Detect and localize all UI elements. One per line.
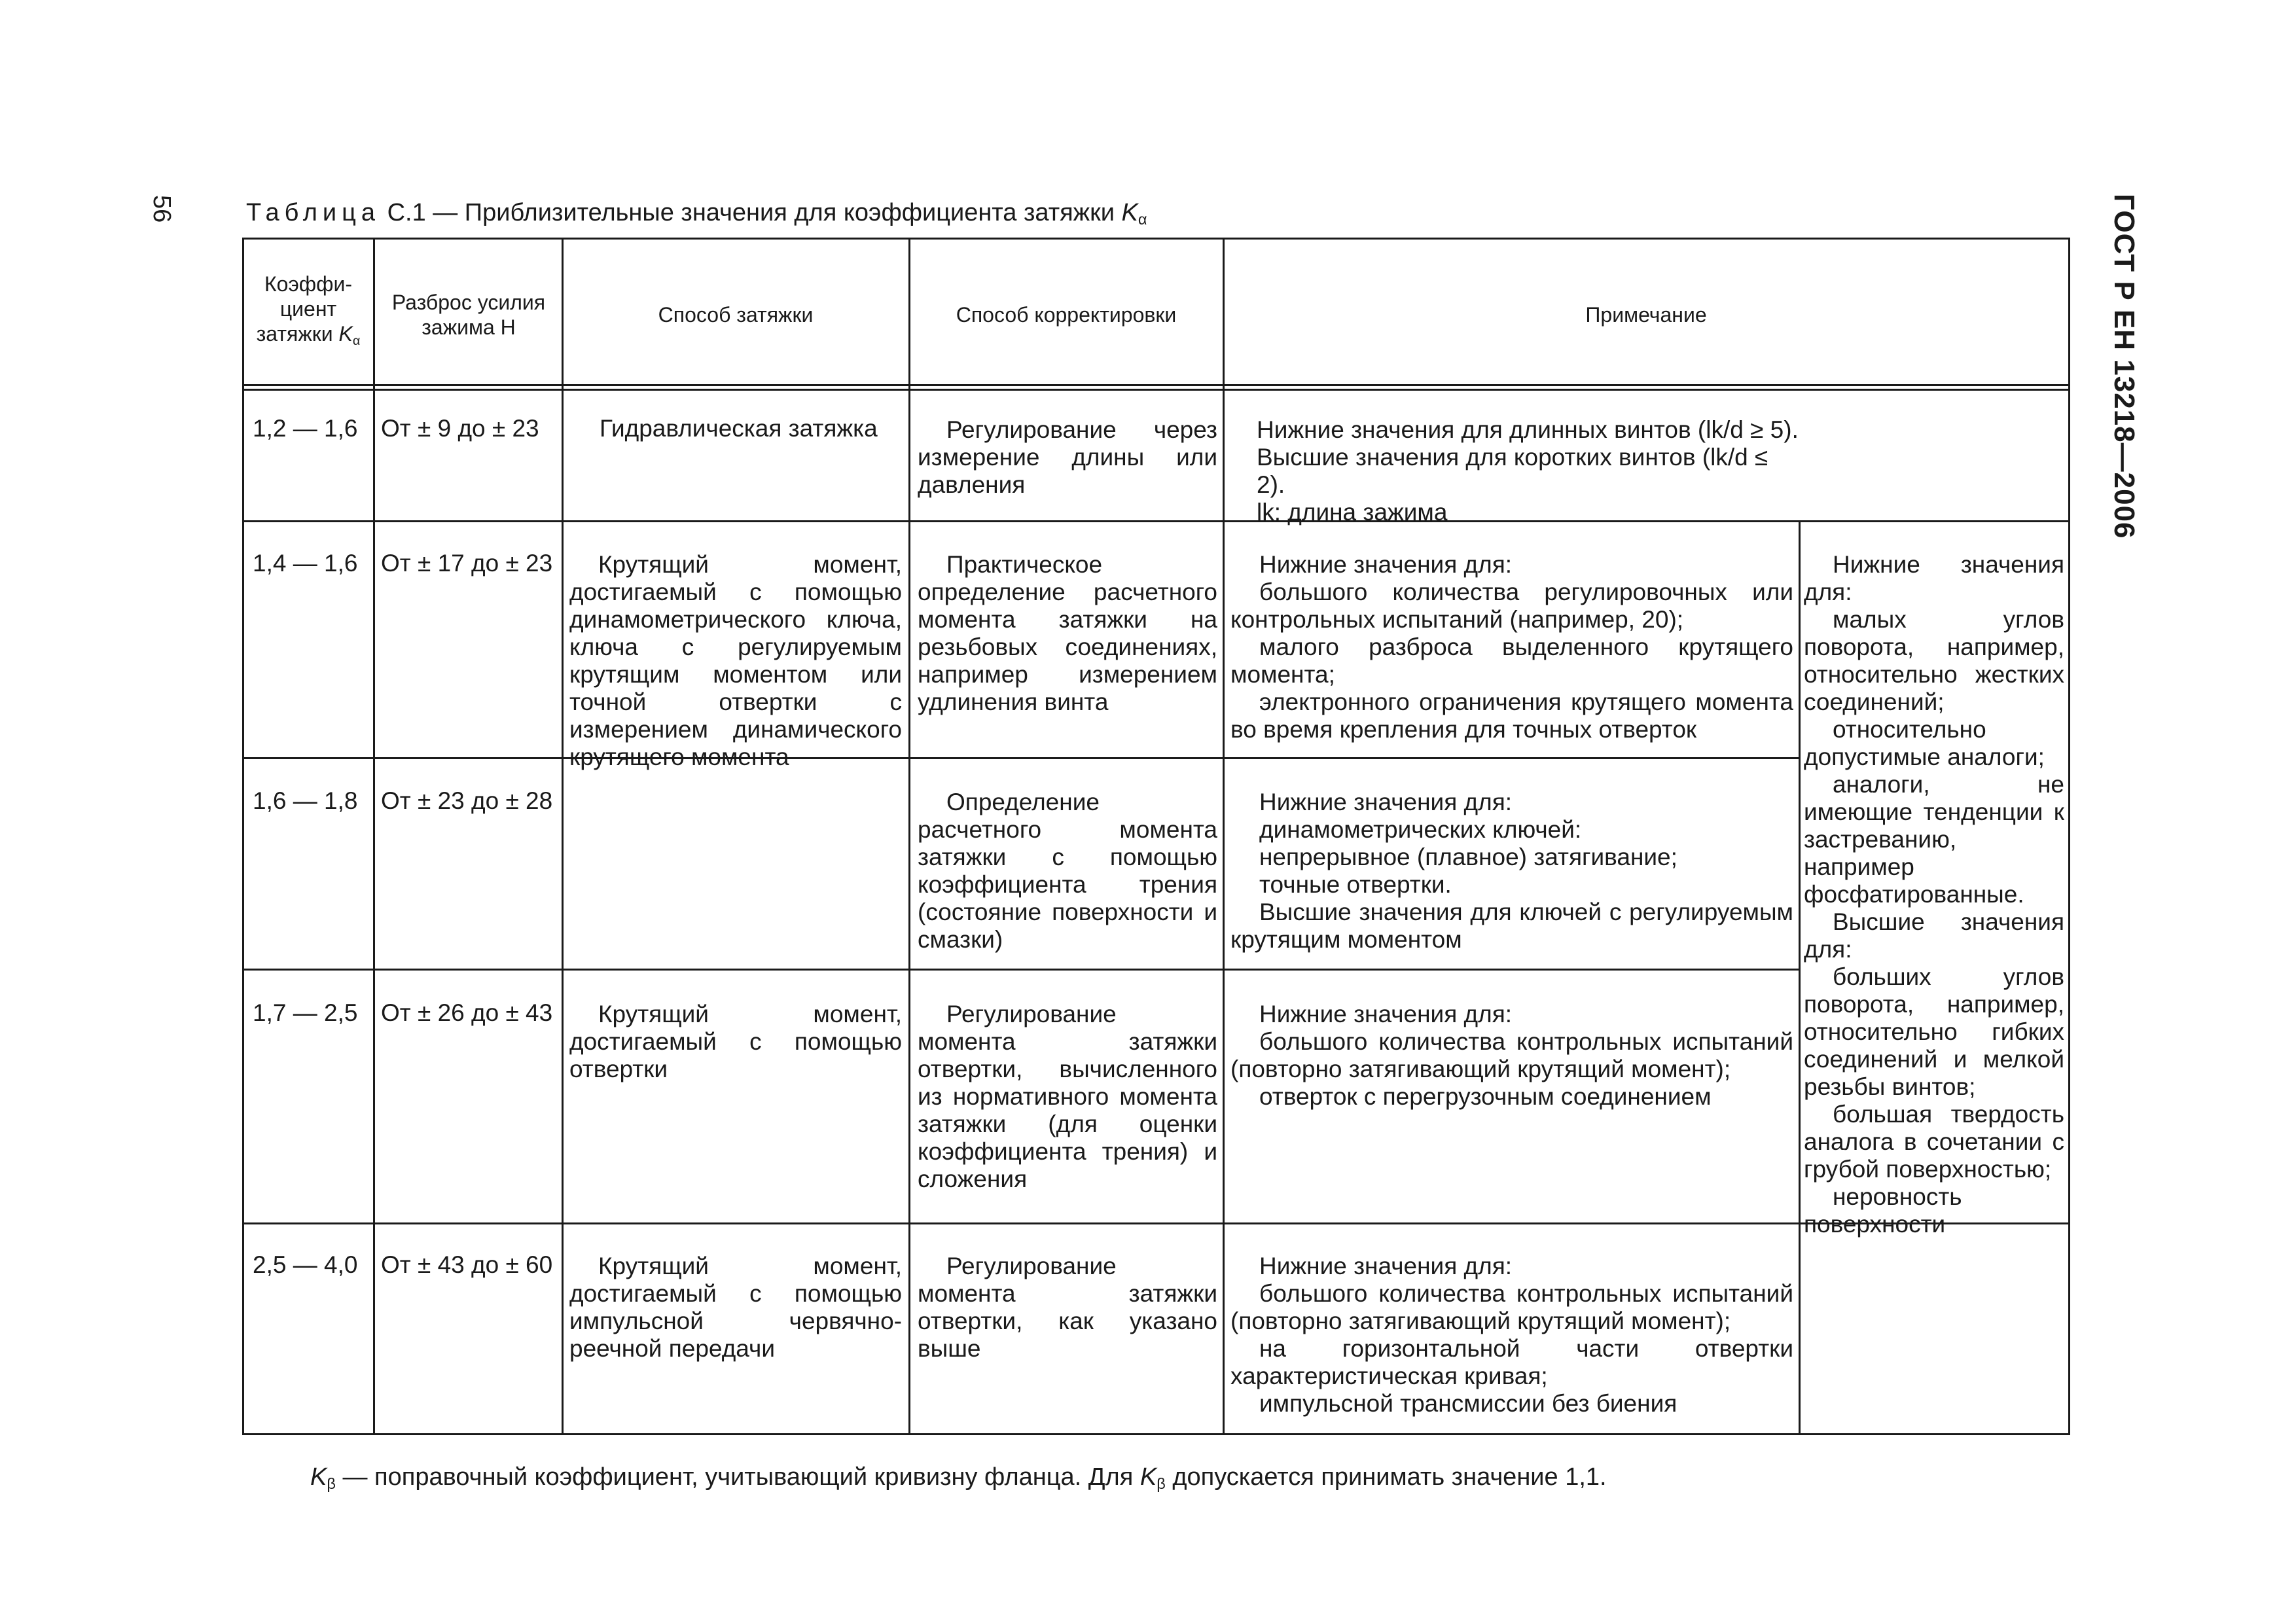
row2-note bbox=[1230, 551, 1793, 743]
row2-spread: От ± 17 до ± 23 bbox=[381, 550, 553, 577]
note-line: непрерывное (плавное) затягивание; bbox=[1259, 844, 1677, 870]
row5-spread: От ± 43 до ± 60 bbox=[381, 1251, 553, 1278]
row3-spread: От ± 23 до ± 28 bbox=[381, 787, 553, 814]
grid-line bbox=[242, 384, 2070, 386]
caption-symbol-sub: α bbox=[1138, 211, 1147, 228]
footnote-symbol-2-sub: β bbox=[1157, 1475, 1166, 1492]
caption-symbol: K bbox=[1121, 199, 1138, 226]
row5-correction: Регулирование момента затяжки отвертки, как указано выше bbox=[918, 1253, 1217, 1362]
row3-coef: 1,6 — 1,8 bbox=[253, 787, 358, 814]
side-note-line: Нижние значения для: bbox=[1804, 551, 2064, 605]
side-note-line: относительно допустимые аналоги; bbox=[1804, 716, 2045, 770]
note-line: Нижние значения для: bbox=[1259, 1001, 1513, 1027]
footnote-symbol: K bbox=[310, 1463, 327, 1491]
row4-spread: От ± 26 до ± 43 bbox=[381, 999, 553, 1026]
header-coef-line: Коэффи- bbox=[264, 272, 352, 296]
grid-line bbox=[2068, 238, 2070, 1435]
note-line: отверток с перегрузочным соединением bbox=[1259, 1083, 1712, 1110]
note-line: динамометрических ключей: bbox=[1259, 816, 1582, 843]
header-coef-line: затяжки bbox=[256, 322, 333, 346]
grid-line bbox=[242, 238, 2070, 240]
header-coefficient bbox=[246, 272, 370, 353]
row4-method: Крутящий момент, достигаемый с помощью отвертки bbox=[569, 1001, 902, 1082]
row1-method: Гидравлическая затяжка bbox=[600, 415, 878, 442]
row4-coef: 1,7 — 2,5 bbox=[253, 999, 358, 1026]
grid-line bbox=[373, 238, 375, 1435]
row5-coef: 2,5 — 4,0 bbox=[253, 1251, 358, 1278]
header-spread bbox=[377, 290, 560, 340]
side-note bbox=[1804, 551, 2064, 1238]
header-correction: Способ корректировки bbox=[956, 303, 1177, 327]
side-note-line: малых углов поворота, например, относительно жестких соединений; bbox=[1804, 606, 2064, 715]
note-line: малого разброса выделенного крутящего момента; bbox=[1230, 633, 1793, 688]
header-coef-sub: α bbox=[352, 334, 361, 348]
row2-coef: 1,4 — 1,6 bbox=[253, 550, 358, 577]
grid-line bbox=[1799, 520, 1801, 1435]
side-note-line: больших углов поворота, например, относительно гибких соединений и мелкой резьбы винтов; bbox=[1804, 963, 2064, 1100]
footnote-symbol-sub: β bbox=[327, 1475, 336, 1492]
header-spread-line: зажима Н bbox=[422, 315, 516, 339]
footnote-text: — поправочный коэффициент, учитывающий кривизну фланца. Для bbox=[342, 1463, 1134, 1491]
grid-line bbox=[242, 1222, 2070, 1224]
row1-correction: Регулирование через измерение длины или давления bbox=[918, 416, 1217, 498]
row3-correction: Определение расчетного момента затяжки с помощью коэффициента трения (состояние поверхности и смазки) bbox=[918, 789, 1217, 953]
row1-coef: 1,2 — 1,6 bbox=[253, 415, 358, 442]
grid-line bbox=[242, 969, 1801, 971]
grid-line bbox=[1223, 238, 1225, 1435]
note-line: электронного ограничения крутящего момента во время крепления для точных отверток bbox=[1230, 688, 1793, 743]
note-line: на горизонтальной части отвертки характеристическая кривая; bbox=[1230, 1335, 1793, 1389]
note-line: Высшие значения для ключей с регулируемым крутящим моментом bbox=[1230, 899, 1793, 953]
header-method: Способ затяжки bbox=[658, 303, 814, 327]
header-note: Примечание bbox=[1585, 303, 1707, 327]
row5-note bbox=[1230, 1253, 1793, 1418]
side-note-line: аналоги, не имеющие тенденции к застреванию, например фосфатированные. bbox=[1804, 771, 2064, 908]
header-coef-symbol: K bbox=[338, 322, 353, 346]
header-spread-line: Разброс усилия bbox=[391, 291, 546, 314]
row2-correction: Практическое определение расчетного момента затяжки на резьбовых соединениях, например измерением удлинения винта bbox=[918, 551, 1217, 715]
side-note-line: большая твердость аналога в сочетании с грубой поверхностью; bbox=[1804, 1101, 2064, 1183]
note-line: Нижние значения для: bbox=[1259, 789, 1513, 815]
row4-note bbox=[1230, 1001, 1793, 1111]
row5-method: Крутящий момент, достигаемый с помощью импульсной червячно-реечной передачи bbox=[569, 1253, 902, 1362]
row1-note bbox=[1257, 416, 1800, 526]
grid-line bbox=[908, 238, 910, 1435]
grid-line bbox=[562, 238, 564, 1435]
grid-line bbox=[242, 238, 244, 1435]
note-line: импульсной трансмиссии без биения bbox=[1259, 1390, 1677, 1417]
note-line: lk: длина зажима bbox=[1257, 499, 1448, 526]
document-code: ГОСТ Р ЕН 13218—2006 bbox=[2108, 194, 2140, 539]
caption-text: С.1 — Приблизительные значения для коэффициента затяжки bbox=[387, 199, 1115, 226]
note-line: большого количества регулировочных или контрольных испытаний (например, 20); bbox=[1230, 579, 1793, 633]
caption-prefix: Таблица bbox=[246, 199, 380, 226]
footnote bbox=[310, 1463, 1607, 1493]
footnote-symbol-2: K bbox=[1139, 1463, 1157, 1491]
side-note-line: Высшие значения для: bbox=[1804, 908, 2064, 963]
row2-method: Крутящий момент, достигаемый с помощью динамометрического ключа, ключа с регулируемым крутящим моментом или точной отвертки с измерением динамического крутящего момента bbox=[569, 551, 902, 770]
note-line: Высшие значения для коротких винтов (lk/d ≤ 2). bbox=[1257, 444, 1768, 498]
note-line: точные отвертки. bbox=[1259, 871, 1452, 898]
grid-line bbox=[242, 757, 1801, 759]
table-caption bbox=[246, 199, 1147, 228]
grid-line bbox=[242, 1433, 2070, 1435]
note-line: Нижние значения для: bbox=[1259, 551, 1513, 578]
note-line: Нижние значения для длинных винтов (lk/d ≥ 5). bbox=[1257, 416, 1799, 443]
page-number: 56 bbox=[148, 195, 175, 223]
note-line: большого количества контрольных испытаний (повторно затягивающий крутящий момент); bbox=[1230, 1028, 1793, 1082]
grid-line bbox=[242, 389, 2070, 391]
row3-note bbox=[1230, 789, 1793, 954]
header-coef-line: циент bbox=[279, 297, 337, 321]
note-line: Нижние значения для: bbox=[1259, 1253, 1513, 1279]
row1-spread: От ± 9 до ± 23 bbox=[381, 415, 539, 442]
side-note-line: неровность поверхности bbox=[1804, 1183, 1962, 1238]
footnote-text-2: допускается принимать значение 1,1. bbox=[1172, 1463, 1607, 1491]
row4-correction: Регулирование момента затяжки отвертки, вычисленного из нормативного момента затяжки (для оценки коэффициента трения) и сложения bbox=[918, 1001, 1217, 1192]
note-line: большого количества контрольных испытаний (повторно затягивающий крутящий момент); bbox=[1230, 1280, 1793, 1334]
